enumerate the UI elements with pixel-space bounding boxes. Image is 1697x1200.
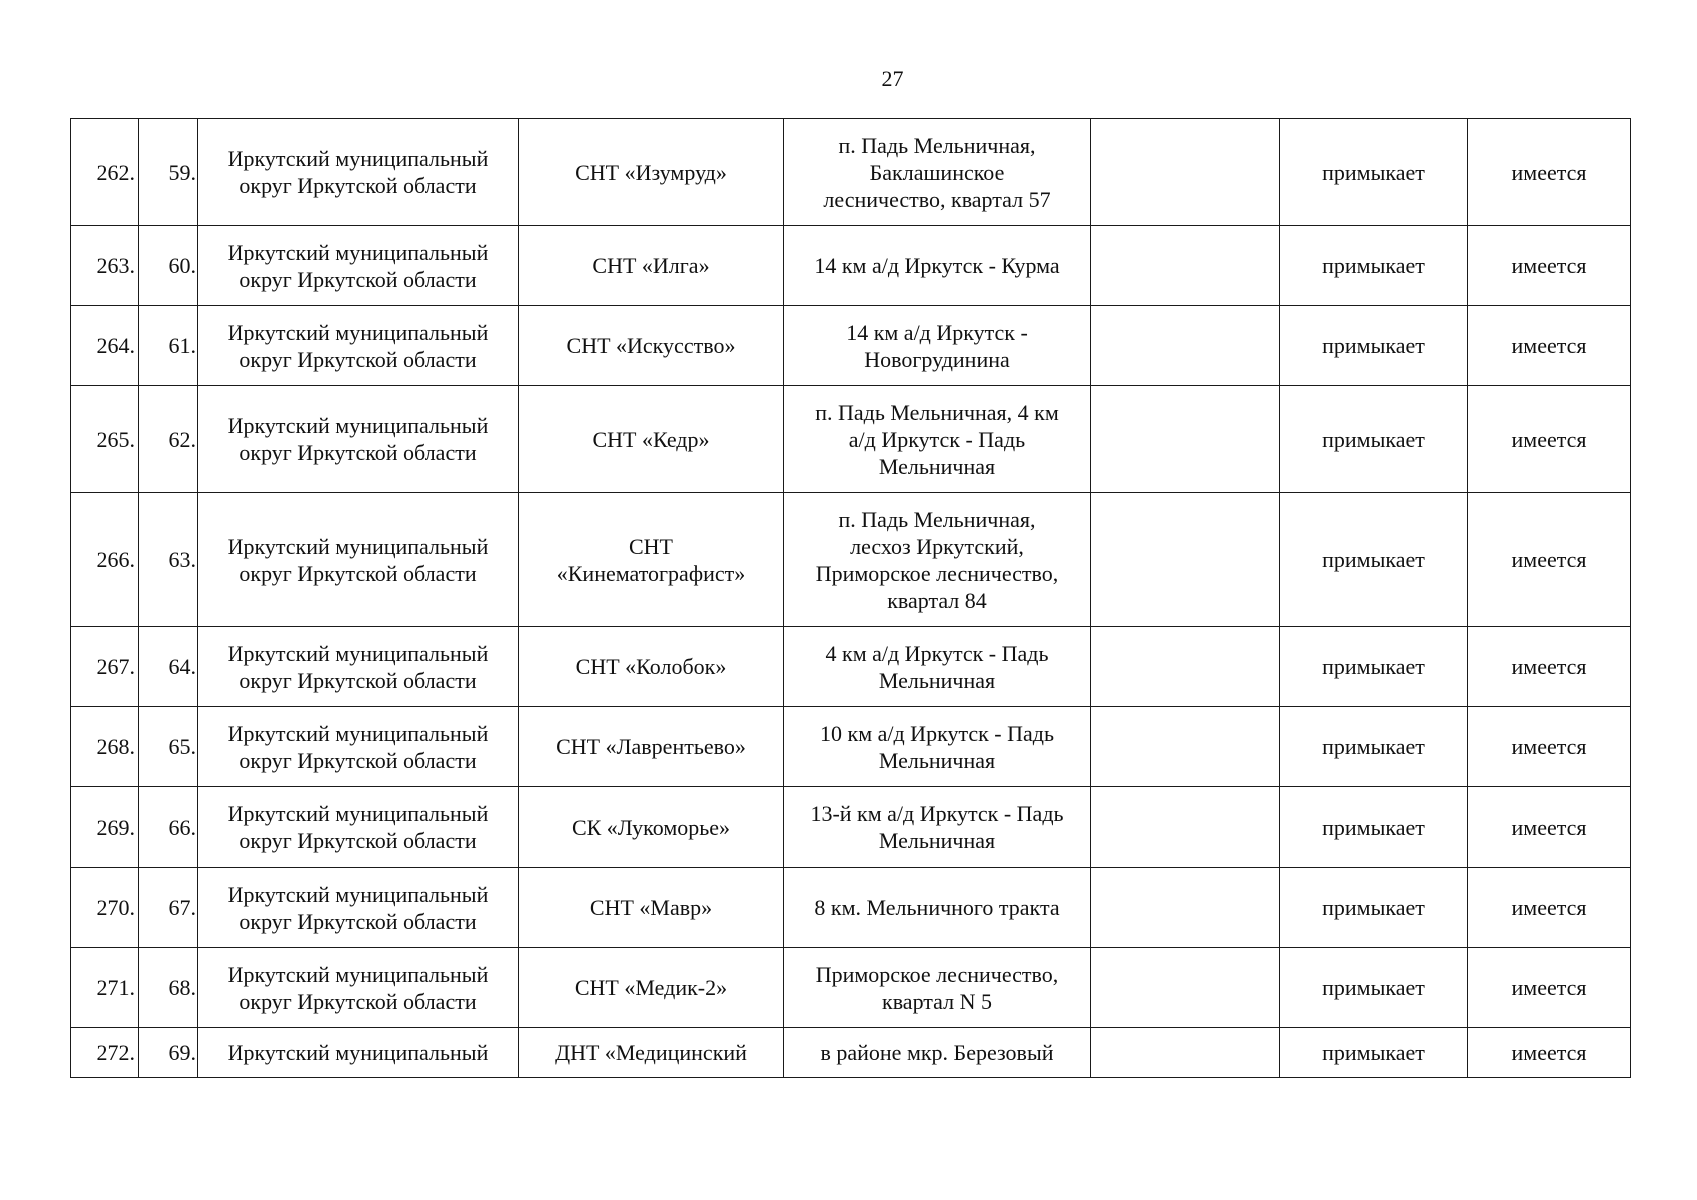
page-number: 27 xyxy=(881,66,904,91)
row-number: 266. xyxy=(71,493,139,627)
district-cell-line: Иркутский муниципальный xyxy=(227,1040,489,1065)
location-cell-line: 4 км а/д Иркутск - Падь xyxy=(825,640,1049,666)
district-cell-line: Иркутский муниципальный xyxy=(227,413,489,438)
row-subnumber: 59. xyxy=(139,119,198,226)
availability-cell: имеется xyxy=(1468,868,1631,948)
adjacency-cell: примыкает xyxy=(1280,627,1468,707)
district-cell-line: округ Иркутской области xyxy=(239,988,477,1014)
district-cell xyxy=(198,868,519,948)
adjacency-cell: примыкает xyxy=(1280,306,1468,386)
table-body xyxy=(71,119,1631,1078)
organization-name-cell-line: СНТ «Колобок» xyxy=(575,654,727,679)
district-cell xyxy=(198,119,519,226)
district-cell xyxy=(198,1028,519,1078)
adjacency-cell: примыкает xyxy=(1280,119,1468,226)
district-cell-line: округ Иркутской области xyxy=(239,266,477,292)
district-cell-line: округ Иркутской области xyxy=(239,908,477,934)
district-cell xyxy=(198,627,519,707)
district-cell-line: Иркутский муниципальный xyxy=(227,239,489,265)
location-cell-line: п. Падь Мельничная, 4 км xyxy=(815,399,1059,425)
availability-cell: имеется xyxy=(1468,119,1631,226)
organization-name-cell xyxy=(519,787,784,868)
location-cell xyxy=(784,493,1091,627)
adjacency-cell: примыкает xyxy=(1280,868,1468,948)
table-row xyxy=(71,493,1631,627)
district-cell-line: Иркутский муниципальный xyxy=(227,801,489,826)
blank-cell xyxy=(1091,306,1280,386)
district-cell xyxy=(198,787,519,868)
organization-name-cell xyxy=(519,868,784,948)
organization-name-cell xyxy=(519,306,784,386)
row-subnumber: 60. xyxy=(139,226,198,306)
table-row xyxy=(71,627,1631,707)
location-cell-line: в районе мкр. Березовый xyxy=(820,1040,1054,1065)
blank-cell xyxy=(1091,707,1280,787)
registry-table xyxy=(70,118,1631,1078)
district-cell-line: Иркутский муниципальный xyxy=(227,720,489,746)
district-cell-line: Иркутский муниципальный xyxy=(227,961,489,987)
row-subnumber: 61. xyxy=(139,306,198,386)
location-cell xyxy=(784,226,1091,306)
district-cell-line: округ Иркутской области xyxy=(239,440,477,465)
organization-name-cell xyxy=(519,119,784,226)
district-cell xyxy=(198,707,519,787)
availability-cell: имеется xyxy=(1468,386,1631,493)
table-row xyxy=(71,119,1631,226)
district-cell-line: Иркутский муниципальный xyxy=(227,146,489,171)
row-subnumber: 63. xyxy=(139,493,198,627)
availability-cell: имеется xyxy=(1468,306,1631,386)
availability-cell: имеется xyxy=(1468,787,1631,868)
location-cell xyxy=(784,787,1091,868)
district-cell-line: Иркутский муниципальный xyxy=(227,881,489,907)
location-cell-line: Мельничная xyxy=(878,667,996,693)
district-cell xyxy=(198,226,519,306)
location-cell-line: п. Падь Мельничная, xyxy=(838,506,1036,532)
organization-name-cell-line: «Кинематографист» xyxy=(556,560,746,586)
location-cell-line: лесхоз Иркутский, xyxy=(850,533,1024,559)
availability-cell: имеется xyxy=(1468,948,1631,1028)
table-row xyxy=(71,386,1631,493)
district-cell-line: округ Иркутской области xyxy=(239,173,477,198)
location-cell xyxy=(784,119,1091,226)
location-cell-line: Новогрудинина xyxy=(864,346,1010,372)
blank-cell xyxy=(1091,787,1280,868)
organization-name-cell xyxy=(519,948,784,1028)
organization-name-cell xyxy=(519,226,784,306)
adjacency-cell: примыкает xyxy=(1280,948,1468,1028)
location-cell-line: 8 км. Мельничного тракта xyxy=(814,895,1060,920)
organization-name-cell xyxy=(519,707,784,787)
district-cell-line: округ Иркутской области xyxy=(239,667,477,693)
blank-cell xyxy=(1091,386,1280,493)
availability-cell: имеется xyxy=(1468,1028,1631,1078)
organization-name-cell-line: СНТ «Илга» xyxy=(592,253,710,278)
table-row xyxy=(71,306,1631,386)
location-cell xyxy=(784,627,1091,707)
row-number: 265. xyxy=(71,386,139,493)
blank-cell xyxy=(1091,226,1280,306)
availability-cell: имеется xyxy=(1468,627,1631,707)
blank-cell xyxy=(1091,493,1280,627)
adjacency-cell: примыкает xyxy=(1280,707,1468,787)
organization-name-cell xyxy=(519,386,784,493)
row-number: 263. xyxy=(71,226,139,306)
row-subnumber: 69. xyxy=(139,1028,198,1078)
district-cell-line: округ Иркутской области xyxy=(239,560,477,586)
row-number: 269. xyxy=(71,787,139,868)
blank-cell xyxy=(1091,948,1280,1028)
availability-cell: имеется xyxy=(1468,226,1631,306)
row-number: 272. xyxy=(71,1028,139,1078)
location-cell xyxy=(784,386,1091,493)
location-cell-line: 13-й км а/д Иркутск - Падь xyxy=(810,801,1064,826)
row-subnumber: 68. xyxy=(139,948,198,1028)
organization-name-cell-line: СК «Лукоморье» xyxy=(571,814,731,840)
location-cell-line: 14 км а/д Иркутск - Курма xyxy=(814,253,1060,278)
row-number: 270. xyxy=(71,868,139,948)
organization-name-cell-line: ДНТ «Медицинский xyxy=(555,1040,747,1065)
row-number: 271. xyxy=(71,948,139,1028)
row-subnumber: 64. xyxy=(139,627,198,707)
district-cell xyxy=(198,386,519,493)
table-row xyxy=(71,707,1631,787)
adjacency-cell: примыкает xyxy=(1280,226,1468,306)
location-cell-line: 10 км а/д Иркутск - Падь xyxy=(820,720,1054,746)
row-subnumber: 66. xyxy=(139,787,198,868)
district-cell-line: Иркутский муниципальный xyxy=(227,640,489,666)
location-cell-line: Приморское лесничество, xyxy=(815,560,1059,586)
location-cell xyxy=(784,868,1091,948)
organization-name-cell-line: СНТ «Кедр» xyxy=(592,426,710,452)
row-subnumber: 62. xyxy=(139,386,198,493)
location-cell-line: Баклашинское xyxy=(869,159,1005,185)
row-number: 267. xyxy=(71,627,139,707)
adjacency-cell: примыкает xyxy=(1280,787,1468,868)
location-cell-line: а/д Иркутск - Падь xyxy=(848,426,1026,452)
district-cell-line: округ Иркутской области xyxy=(239,828,477,853)
location-cell xyxy=(784,1028,1091,1078)
district-cell xyxy=(198,948,519,1028)
organization-name-cell xyxy=(519,627,784,707)
location-cell-line: Приморское лесничество, xyxy=(815,961,1059,987)
organization-name-cell-line: СНТ «Мавр» xyxy=(589,895,713,920)
location-cell-line: Мельничная xyxy=(878,828,996,853)
district-cell-line: Иркутский муниципальный xyxy=(227,533,489,559)
blank-cell xyxy=(1091,868,1280,948)
organization-name-cell-line: СНТ «Лаврентьево» xyxy=(556,734,746,759)
location-cell-line: Мельничная xyxy=(878,747,996,773)
blank-cell xyxy=(1091,1028,1280,1078)
organization-name-cell-line: СНТ «Изумруд» xyxy=(575,159,727,185)
location-cell-line: Мельничная xyxy=(878,453,996,479)
location-cell-line: квартал N 5 xyxy=(882,988,992,1014)
organization-name-cell xyxy=(519,1028,784,1078)
table-row xyxy=(71,868,1631,948)
location-cell xyxy=(784,707,1091,787)
blank-cell xyxy=(1091,627,1280,707)
adjacency-cell: примыкает xyxy=(1280,493,1468,627)
location-cell-line: квартал 84 xyxy=(887,587,987,613)
table-row xyxy=(71,1028,1631,1078)
organization-name-cell-line: СНТ xyxy=(629,533,673,559)
organization-name-cell-line: СНТ «Медик-2» xyxy=(574,975,728,1000)
table-row xyxy=(71,948,1631,1028)
district-cell-line: округ Иркутской области xyxy=(239,346,477,372)
location-cell xyxy=(784,306,1091,386)
location-cell-line: п. Падь Мельничная, xyxy=(838,132,1036,158)
district-cell-line: Иркутский муниципальный xyxy=(227,319,489,345)
adjacency-cell: примыкает xyxy=(1280,386,1468,493)
district-cell-line: округ Иркутской области xyxy=(239,747,477,773)
row-subnumber: 67. xyxy=(139,868,198,948)
location-cell-line: лесничество, квартал 57 xyxy=(823,186,1051,212)
organization-name-cell-line: СНТ «Искусство» xyxy=(566,333,736,358)
row-number: 262. xyxy=(71,119,139,226)
availability-cell: имеется xyxy=(1468,493,1631,627)
table-row xyxy=(71,226,1631,306)
availability-cell: имеется xyxy=(1468,707,1631,787)
location-cell xyxy=(784,948,1091,1028)
row-subnumber: 65. xyxy=(139,707,198,787)
district-cell xyxy=(198,493,519,627)
row-number: 268. xyxy=(71,707,139,787)
organization-name-cell xyxy=(519,493,784,627)
location-cell-line: 14 км а/д Иркутск - xyxy=(846,319,1028,345)
blank-cell xyxy=(1091,119,1280,226)
table-row xyxy=(71,787,1631,868)
adjacency-cell: примыкает xyxy=(1280,1028,1468,1078)
district-cell xyxy=(198,306,519,386)
row-number: 264. xyxy=(71,306,139,386)
